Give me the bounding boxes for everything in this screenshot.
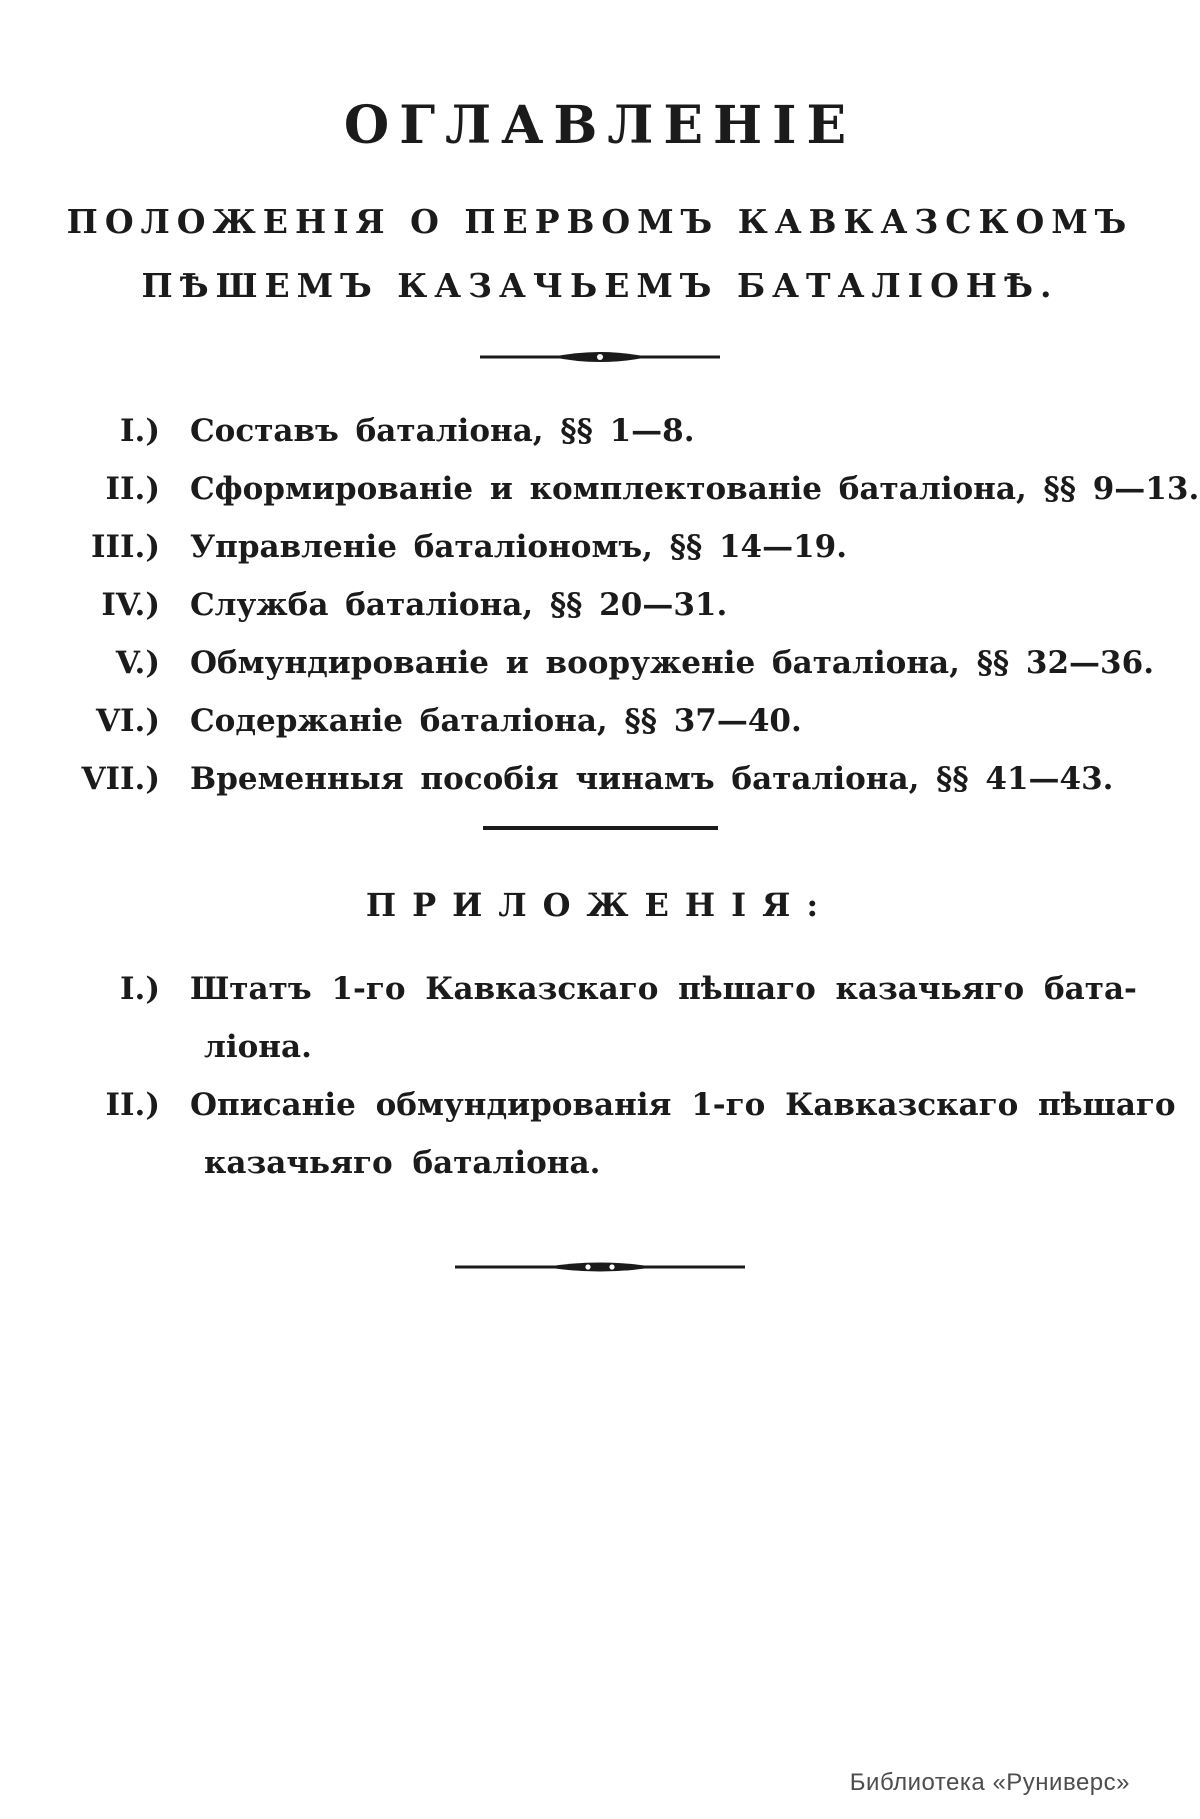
appendix-heading: ПРИЛОЖЕНІЯ: bbox=[365, 886, 835, 924]
page-title: ОГЛАВЛЕНІЕ bbox=[343, 95, 857, 156]
appendix-item-line-2: ліона. bbox=[204, 1029, 312, 1065]
library-watermark: Библиотека «Руниверс» bbox=[849, 1769, 1130, 1796]
subtitle-line-1: ПОЛОЖЕНІЯ О ПЕРВОМЪ КАВКАЗСКОМЪ bbox=[66, 202, 1134, 241]
toc-item-numeral: III.) bbox=[91, 529, 160, 565]
appendix-item-text bbox=[190, 1076, 1176, 1192]
table-of-contents bbox=[60, 402, 1200, 808]
toc-item-text: Служба баталіона, §§ 20—31. bbox=[190, 587, 728, 623]
toc-item-text: Временныя пособія чинамъ баталіона, §§ 41—43. bbox=[190, 761, 1114, 797]
toc-item bbox=[60, 576, 1200, 634]
tailpiece-rule-ornament-icon bbox=[455, 1258, 745, 1276]
toc-item bbox=[60, 692, 1200, 750]
toc-item-text: Управленіе баталіономъ, §§ 14—19. bbox=[190, 529, 848, 565]
appendix-item-line-2: казачьяго баталіона. bbox=[204, 1145, 601, 1181]
toc-item-text: Содержаніе баталіона, §§ 37—40. bbox=[190, 703, 802, 739]
appendix-item-line-1: Штатъ 1-го Кавказскаго пѣшаго казачьяго бата- bbox=[190, 971, 1137, 1007]
appendix-list bbox=[60, 960, 1200, 1192]
appendix-item-text bbox=[190, 960, 1137, 1076]
lens-rule-ornament-icon bbox=[480, 348, 720, 366]
toc-item-numeral: V.) bbox=[115, 645, 160, 681]
appendix-item bbox=[60, 1076, 1200, 1192]
toc-item bbox=[60, 634, 1200, 692]
toc-item-text: Сформированіе и комплектованіе баталіона, §§ 9—13. bbox=[190, 471, 1200, 507]
toc-item-text: Обмундированіе и вооруженіе баталіона, §§ 32—36. bbox=[190, 645, 1154, 681]
toc-item bbox=[60, 460, 1200, 518]
toc-item-numeral: II.) bbox=[105, 471, 160, 507]
subtitle-line-2: ПѢШЕМЪ КАЗАЧЬЕМЪ БАТАЛІОНѢ. bbox=[141, 266, 1059, 305]
section-divider-rule bbox=[483, 826, 718, 830]
toc-item-numeral: I.) bbox=[120, 413, 160, 449]
appendix-item-numeral: I.) bbox=[120, 971, 160, 1007]
toc-item-numeral: VI.) bbox=[95, 703, 160, 739]
document-subtitle bbox=[0, 190, 1200, 318]
appendix-item bbox=[60, 960, 1200, 1076]
toc-item bbox=[60, 402, 1200, 460]
toc-item bbox=[60, 518, 1200, 576]
toc-item-text: Составъ баталіона, §§ 1—8. bbox=[190, 413, 695, 449]
appendix-item-line-1: Описаніе обмундированія 1-го Кавказскаго пѣшаго bbox=[190, 1087, 1176, 1123]
toc-item bbox=[60, 750, 1200, 808]
toc-item-numeral: VII.) bbox=[81, 761, 160, 797]
toc-item-numeral: IV.) bbox=[101, 587, 160, 623]
appendix-item-numeral: II.) bbox=[105, 1087, 160, 1123]
